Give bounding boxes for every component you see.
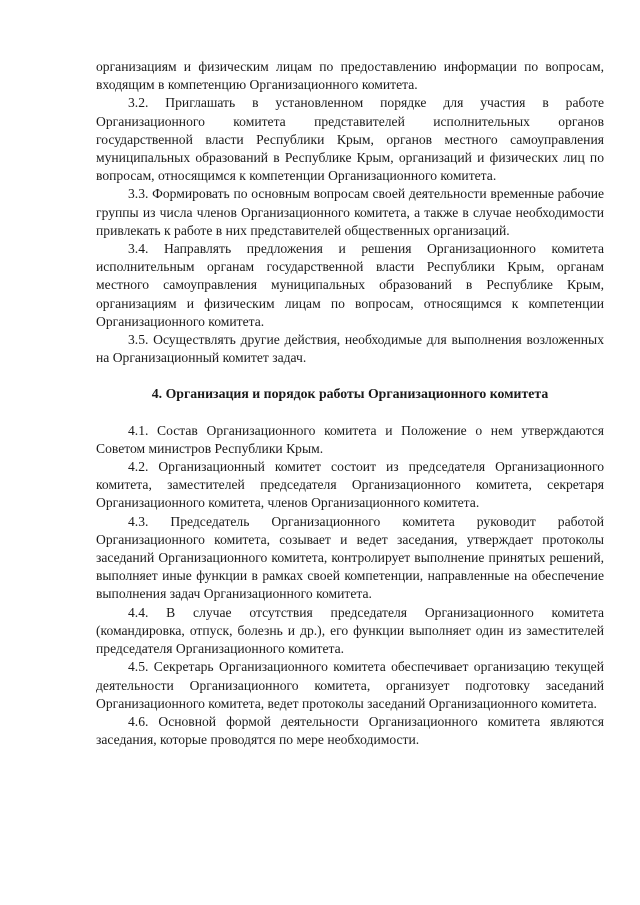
paragraph-4-1: 4.1. Состав Организационного комитета и Положение о нем утверждаются Советом министров Республики Крым. <box>96 422 604 456</box>
paragraph-4-2: 4.2. Организационный комитет состоит из председателя Организационного комитета, заместителей председателя Организационного комитета, секретаря Организационного комитета, членов Организационного комитета. <box>96 459 604 511</box>
paragraph-4-5: 4.5. Секретарь Организационного комитета обеспечивает организацию текущей деятельности Организационного комитета, организует подготовку заседаний Организационного комитета, ведет протоколы заседаний Организационного комитета. <box>96 659 604 711</box>
paragraph-3-5: 3.5. Осуществлять другие действия, необходимые для выполнения возложенных на Организационный комитет задач. <box>96 332 604 366</box>
paragraph-3-1-continued: организациям и физическим лицам по предоставлению информации по вопросам, входящим в компетенцию Организационного комитета. <box>96 59 604 93</box>
paragraph-3-2: 3.2. Приглашать в установленном порядке для участия в работе Организационного комитета представителей исполнительных органов государственной власти Республики Крым, органов местного самоуправления муниципальных образований в Республике Крым, организаций и физических лиц по вопросам, относящимся к компетенции Организационного комитета. <box>96 95 604 184</box>
paragraph-3-4: 3.4. Направлять предложения и решения Организационного комитета исполнительным органам государственной власти Республики Крым, органам местного самоуправления муниципальных образований в Республике Крым, организациям и физическим лицам по вопросам, относящимся к компетенции Организационного комитета. <box>96 241 604 329</box>
section-heading: 4. Организация и порядок работы Организационного комитета <box>151 386 549 402</box>
paragraph-3-3: 3.3. Формировать по основным вопросам своей деятельности временные рабочие группы из числа членов Организационного комитета, а также в случае необходимости привлекать к работе в них представителей общественных организаций. <box>96 186 604 238</box>
paragraph-4-3: 4.3. Председатель Организационного комитета руководит работой Организационного комитета, созывает и ведет заседания, утверждает протоколы заседаний Организационного комитета, контролирует выполнение принятых решений, выполняет иные функции в рамках своей компетенции, направленные на обеспечение выполнения задач Организационного комитета. <box>96 513 604 602</box>
spacer <box>96 367 604 385</box>
paragraph-4-4: 4.4. В случае отсутствия председателя Организационного комитета (командировка, отпуск, болезнь и др.), его функции выполняет один из заместителей председателя Организационного комитета. <box>96 604 604 657</box>
paragraph-4-6: 4.6. Основной формой деятельности Организационного комитета являются заседания, которые проводятся по мере необходимости. <box>96 713 604 748</box>
spacer <box>96 404 604 422</box>
